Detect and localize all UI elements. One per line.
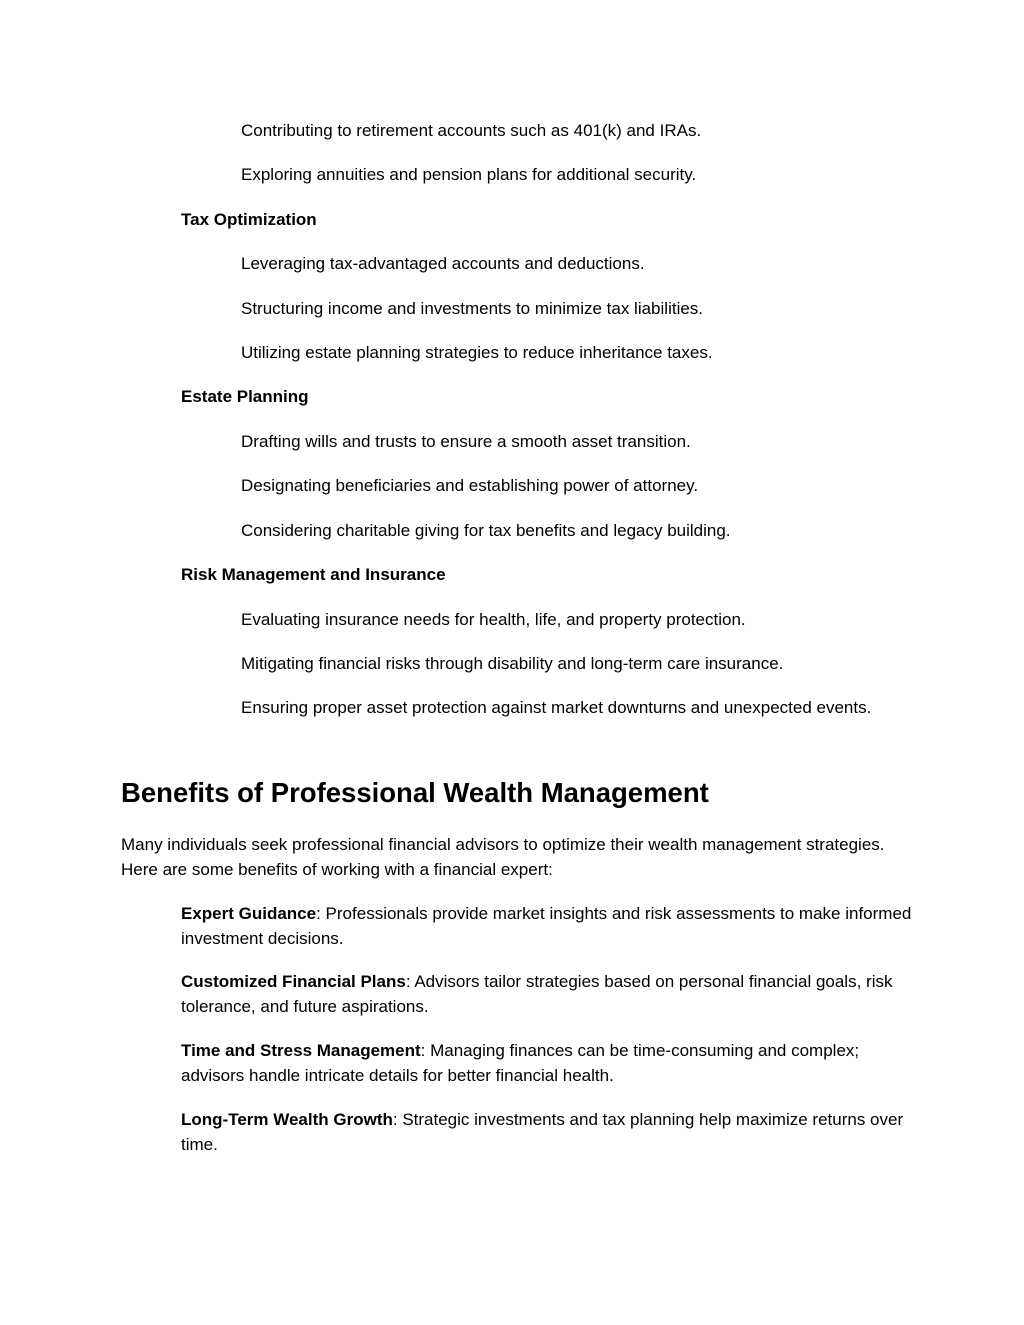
estate-item: Considering charitable giving for tax benefits and legacy building. bbox=[241, 521, 731, 540]
benefit-item bbox=[181, 970, 921, 1019]
tax-item: Leveraging tax-advantaged accounts and deductions. bbox=[241, 254, 645, 273]
benefit-description: : Professionals provide market insights and risk assessments to make informed investment decisions. bbox=[181, 904, 912, 948]
tax-item: Utilizing estate planning strategies to reduce inheritance taxes. bbox=[241, 343, 713, 362]
retirement-item: Contributing to retirement accounts such as 401(k) and IRAs. bbox=[241, 121, 702, 140]
benefit-term: Time and Stress Management bbox=[181, 1041, 421, 1060]
benefit-item bbox=[181, 1039, 921, 1088]
benefit-term: Expert Guidance bbox=[181, 904, 317, 923]
estate-item: Drafting wills and trusts to ensure a smooth asset transition. bbox=[241, 432, 691, 451]
benefit-description: : Advisors tailor strategies based on personal financial goals, risk tolerance, and future aspirations. bbox=[181, 972, 893, 1016]
retirement-item: Exploring annuities and pension plans for additional security. bbox=[241, 165, 697, 184]
benefit-description: : Strategic investments and tax planning help maximize returns over time. bbox=[181, 1110, 904, 1154]
estate-planning-heading: Estate Planning bbox=[181, 387, 309, 406]
benefit-description: : Managing finances can be time-consuming and complex; advisors handle intricate details for better financial health. bbox=[181, 1041, 860, 1085]
benefit-term: Long-Term Wealth Growth bbox=[181, 1110, 393, 1129]
risk-management-heading: Risk Management and Insurance bbox=[181, 565, 446, 584]
benefits-section-heading: Benefits of Professional Wealth Management bbox=[121, 777, 709, 808]
benefit-term: Customized Financial Plans bbox=[181, 972, 406, 991]
risk-item: Mitigating financial risks through disability and long-term care insurance. bbox=[241, 654, 784, 673]
tax-item: Structuring income and investments to minimize tax liabilities. bbox=[241, 299, 704, 318]
benefits-intro-paragraph: Many individuals seek professional financial advisors to optimize their wealth management strategies. Here are some benefits of working with a financial expert: bbox=[121, 835, 885, 879]
estate-item: Designating beneficiaries and establishing power of attorney. bbox=[241, 476, 699, 495]
benefit-item bbox=[181, 902, 921, 951]
risk-item: Ensuring proper asset protection against market downturns and unexpected events. bbox=[241, 698, 872, 717]
benefit-item bbox=[181, 1108, 921, 1157]
risk-item: Evaluating insurance needs for health, life, and property protection. bbox=[241, 610, 746, 629]
tax-optimization-heading: Tax Optimization bbox=[181, 210, 317, 229]
